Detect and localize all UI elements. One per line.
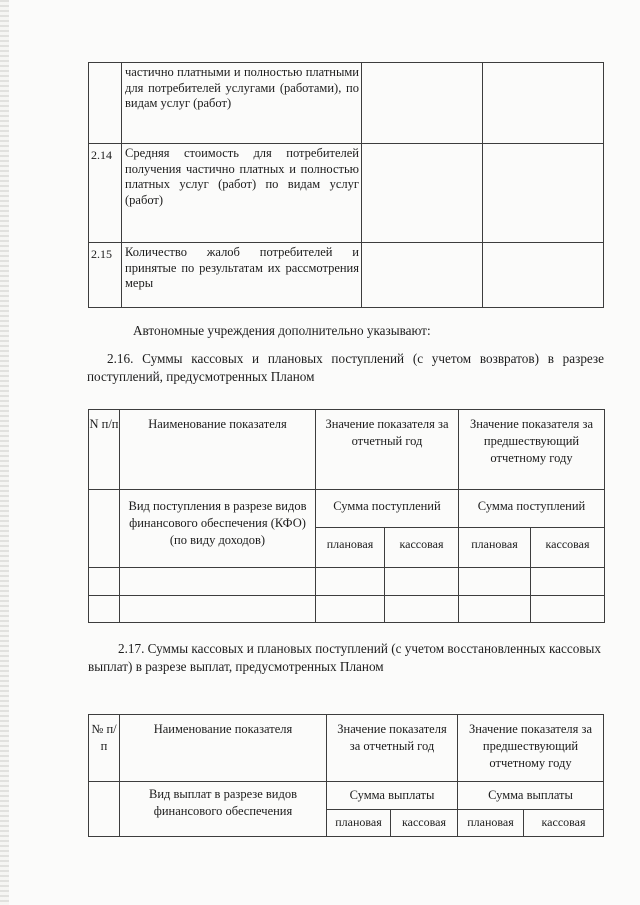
section-2-16-text: 2.16. Суммы кассовых и плановых поступлений (с учетом возвратов) в разрезе поступлений, предусмотренных Планом	[87, 351, 604, 384]
table-row	[89, 596, 605, 623]
value-cell	[362, 63, 483, 144]
receipt-type-header: Вид поступления в разрезе видов финансового обеспечения (КФО) (по виду доходов)	[120, 490, 316, 568]
receipts-table	[88, 409, 605, 623]
plan-header: плановая	[316, 528, 385, 568]
sum-header-previous: Сумма выплаты	[458, 782, 604, 810]
current-year-header: Значение показателя за отчетный год	[327, 715, 458, 782]
row-number	[89, 63, 122, 144]
previous-year-header: Значение показателя за предшествующий отчетному году	[459, 410, 605, 490]
sub-header-row	[89, 490, 605, 528]
plan-header: плановая	[327, 810, 391, 837]
value-cell	[483, 243, 604, 308]
num-header: № п/п	[89, 715, 120, 782]
name-header: Наименование показателя	[120, 715, 327, 782]
plan-header: плановая	[459, 528, 531, 568]
page-scan-edge	[0, 0, 9, 905]
sum-header-current: Сумма поступлений	[316, 490, 459, 528]
row-number: 2.15	[89, 243, 122, 308]
payment-type-header: Вид выплат в разрезе видов финансового обеспечения	[120, 782, 327, 837]
cash-header: кассовая	[385, 528, 459, 568]
indicator-text: Средняя стоимость для потребителей получения частично платных и полностью платных услуг (работ) по видам услуг (работ)	[122, 144, 362, 243]
cash-header: кассовая	[524, 810, 604, 837]
value-cell	[362, 243, 483, 308]
table-row	[89, 568, 605, 596]
payments-table	[88, 714, 604, 837]
num-header: N п/п	[89, 410, 120, 490]
row-number: 2.14	[89, 144, 122, 243]
sum-header-previous: Сумма поступлений	[459, 490, 605, 528]
value-cell	[362, 144, 483, 243]
current-year-header: Значение показателя за отчетный год	[316, 410, 459, 490]
table-row	[89, 63, 604, 144]
header-row	[89, 715, 604, 782]
value-cell	[483, 144, 604, 243]
cash-header: кассовая	[531, 528, 605, 568]
indicator-text: Количество жалоб потребителей и принятые по результатам их рассмотрения меры	[122, 243, 362, 308]
plan-header: плановая	[458, 810, 524, 837]
sub-header-row	[89, 782, 604, 810]
indicator-text: частично платными и полностью платными для потребителей услугами (работами), по видам услуг (работ)	[122, 63, 362, 144]
value-cell	[483, 63, 604, 144]
empty-cell	[89, 782, 120, 837]
table-row	[89, 144, 604, 243]
table-row	[89, 243, 604, 308]
section-2-17-text: 2.17. Суммы кассовых и плановых поступлений (с учетом восстановленных кассовых выплат) в разрезе выплат, предусмотренных Планом	[88, 641, 601, 674]
cash-header: кассовая	[391, 810, 458, 837]
header-row	[89, 410, 605, 490]
name-header: Наименование показателя	[120, 410, 316, 490]
indicators-table	[88, 62, 604, 308]
autonomous-note: Автономные учреждения дополнительно указывают:	[133, 323, 431, 338]
previous-year-header: Значение показателя за предшествующий отчетному году	[458, 715, 604, 782]
sum-header-current: Сумма выплаты	[327, 782, 458, 810]
empty-cell	[89, 490, 120, 568]
